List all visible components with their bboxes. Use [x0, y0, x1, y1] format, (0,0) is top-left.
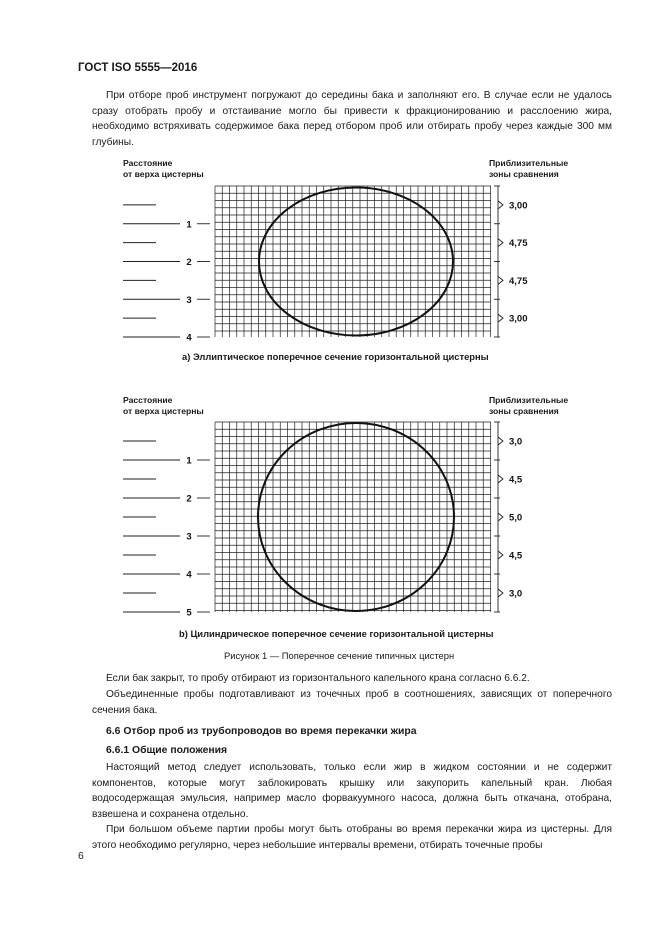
zone-value-label: 4,75: [509, 238, 528, 250]
para-closed-tank: Если бак закрыт, то пробу отбирают из горизонтального капельного крана согласно 6.6.2.: [106, 673, 530, 684]
zone-value-label: 3,0: [509, 436, 523, 448]
figure-b-caption: b) Цилиндрическое поперечное сечение горизонтальной цистерны: [179, 628, 494, 639]
depth-mark-label: 2: [186, 257, 192, 268]
depth-mark-label: 2: [186, 493, 192, 505]
figure-b-left-label: Расстояние от верха цистерны: [123, 395, 204, 416]
intro-paragraph: При отборе проб инструмент погружают до середины бака и заполняют его. В случае если не удалось сразу отобрать пробу и отстаивание могло бы привести к фракционированию и расслоению жира, необходимо встряхивать содержимое бака перед отбором проб или отбирать пробу через каждые 300 мм глубины.: [92, 90, 612, 148]
section-6-6-1-heading: 6.6.1 Общие положения: [106, 745, 228, 756]
figure-a-right-label: Приблизительные зоны сравнения: [489, 158, 569, 179]
depth-mark-label: 1: [186, 455, 192, 467]
zone-value-label: 4,75: [509, 275, 528, 287]
zone-value-label: 4,5: [509, 550, 523, 562]
figure-a-caption: a) Эллиптическое поперечное сечение горизонтальной цистерны: [182, 351, 489, 362]
para-method: Настоящий метод следует использовать, только если жир в жидком состоянии и не содержит компонентов, которые могут заблокировать крышку или закупорить капельный кран. Любая водосодержащая эмульсия, например масло форвакуумного насоса, должна быть откачана, отобрана, взвешена и сохранена отдельно.: [92, 762, 612, 820]
depth-mark-label: 4: [186, 332, 192, 344]
zone-bracket-point: [498, 513, 503, 521]
zone-value-label: 3,0: [509, 588, 523, 600]
figure-b-right-label: Приблизительные зоны сравнения: [489, 395, 569, 416]
document-header: ГОСТ ISO 5555—2016: [78, 62, 198, 74]
depth-mark-label: 1: [186, 219, 192, 231]
page-number: 6: [78, 851, 84, 862]
zone-value-label: 5,0: [509, 512, 523, 524]
zone-bracket-point: [498, 437, 503, 445]
zone-value-label: 3,00: [509, 313, 528, 325]
grid: [215, 422, 491, 612]
depth-mark-label: 4: [186, 569, 192, 581]
zone-bracket-point: [498, 589, 503, 597]
depth-mark-label: 3: [186, 294, 192, 306]
zone-value-label: 4,5: [509, 474, 523, 486]
para-large-batch: При большом объеме партии пробы могут быть отобраны во время перекачки жира из цистерны. Для этого необходимо регулярно, через небольшие интервалы времени, отбирать точечные пробы: [92, 824, 612, 851]
zone-bracket-point: [498, 551, 503, 559]
figure-a-left-label: Расстояние от верха цистерны: [123, 158, 204, 179]
depth-mark-label: 5: [186, 607, 192, 619]
para-combined: Объединенные пробы подготавливают из точечных проб в соотношениях, зависящих от поперечного сечения бака.: [92, 689, 612, 716]
zone-value-label: 3,00: [509, 200, 528, 212]
figure-caption: Рисунок 1 — Поперечное сечение типичных цистерн: [224, 650, 455, 661]
section-6-6-heading: 6.6 Отбор проб из трубопроводов во время перекачки жира: [106, 726, 417, 737]
zone-bracket-point: [498, 475, 503, 483]
depth-mark-label: 3: [186, 531, 192, 543]
